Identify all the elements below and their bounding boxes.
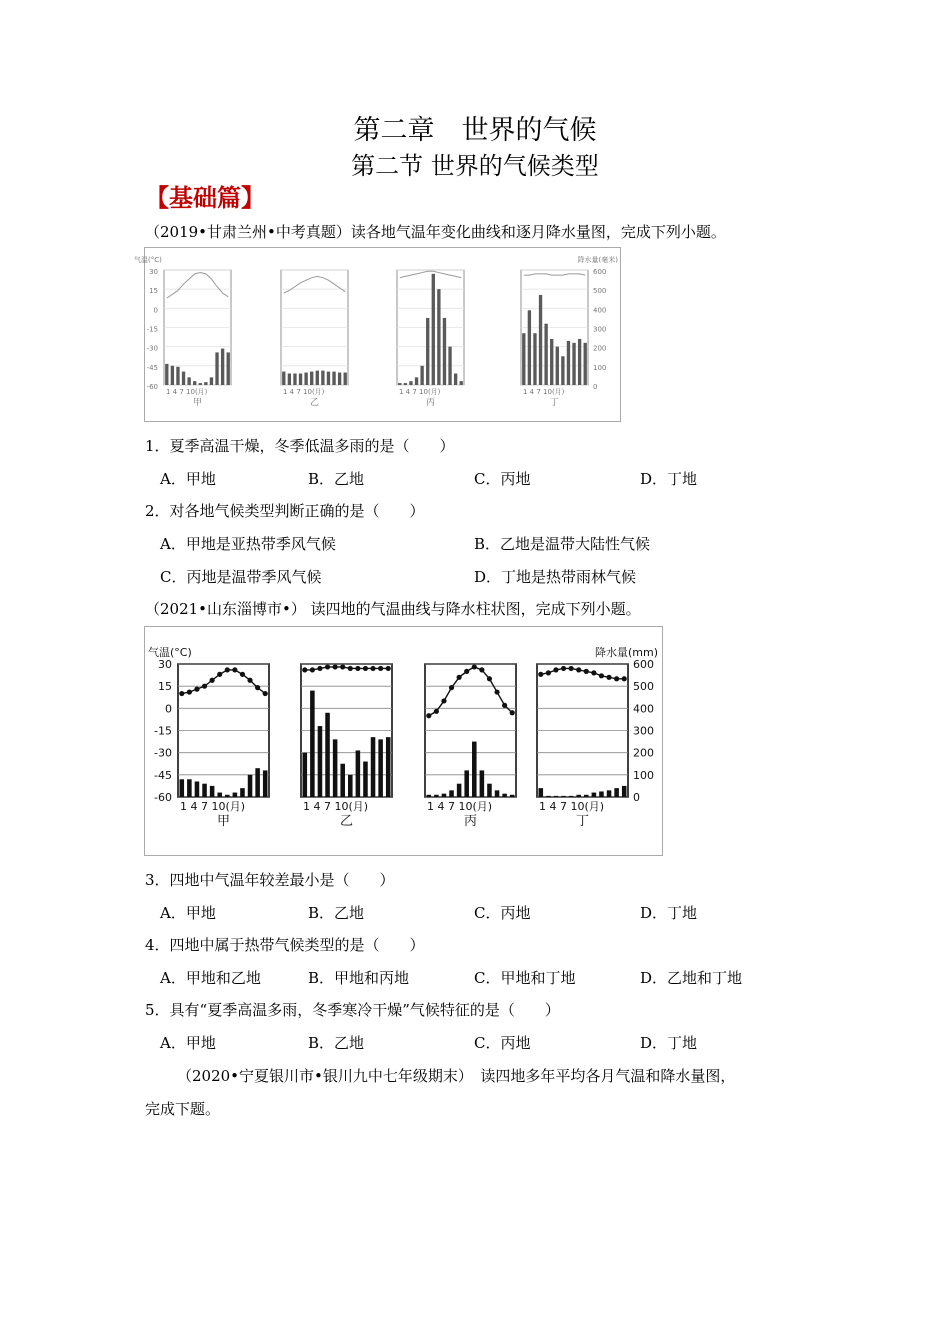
precip-bar (546, 796, 551, 797)
temp-point (494, 689, 499, 694)
temp-point (317, 666, 322, 671)
temp-point (217, 672, 222, 677)
temp-point (576, 667, 581, 672)
month-tick-labels: 1 4 7 10(月) (523, 388, 565, 396)
temp-curve (524, 274, 585, 275)
month-tick-labels: 1 4 7 10(月) (166, 388, 208, 396)
panel-label: 丁 (549, 398, 560, 408)
temp-point (569, 666, 574, 671)
precip-bar (576, 795, 581, 797)
precip-tick-label: 600 (593, 268, 607, 276)
temp-point (479, 667, 484, 672)
temp-point (472, 664, 477, 669)
panel-label: 乙 (309, 398, 320, 408)
temp-curve (167, 273, 228, 299)
temp-point (194, 687, 199, 692)
panel-label: 丙 (463, 814, 478, 829)
temp-point (247, 678, 252, 683)
precip-bar (378, 739, 383, 797)
chapter-title: 第二章 世界的气候 (353, 115, 597, 146)
temp-tick-label: -15 (154, 724, 172, 738)
temp-point (487, 676, 492, 681)
temp-point (302, 667, 307, 672)
precip-bar (409, 381, 412, 385)
precip-bar (310, 372, 313, 385)
precip-bar (437, 289, 440, 385)
climate-chart-2 (145, 627, 662, 855)
precip-bar (443, 318, 446, 385)
question-3-option-a[interactable]: A．甲地 (160, 904, 216, 922)
month-tick-labels: 1 4 7 10(月) (539, 800, 605, 813)
month-tick-labels: 1 4 7 10(月) (399, 388, 441, 396)
temp-point (263, 691, 268, 696)
group3-intro-line2: 完成下题。 (145, 1100, 221, 1118)
temp-point (370, 666, 375, 671)
precip-bar (299, 374, 302, 386)
precip-bar (544, 324, 547, 385)
precip-bar (225, 795, 230, 797)
question-2-option-c[interactable]: C．丙地是温带季风气候 (160, 568, 322, 586)
temp-point (599, 673, 604, 678)
question-3-option-d[interactable]: D．丁地 (640, 904, 698, 922)
precip-axis-label: 降水量(毫米) (577, 256, 618, 264)
question-5-option-a[interactable]: A．甲地 (160, 1034, 216, 1052)
precip-bar (255, 768, 260, 797)
precip-bar (434, 795, 439, 797)
temp-point (553, 667, 558, 672)
precip-bar (338, 373, 341, 385)
temp-tick-label: 0 (153, 306, 158, 315)
section-label: 【基础篇】 (145, 184, 265, 212)
panel-label: 丁 (575, 814, 590, 829)
question-4-option-b[interactable]: B．甲地和丙地 (308, 969, 410, 987)
precip-bar (539, 788, 544, 797)
precip-bar (449, 790, 454, 797)
precip-bar (288, 374, 291, 386)
precip-bar (415, 377, 418, 385)
precip-bar (363, 762, 368, 797)
group1-intro: （2019•甘肃兰州•中考真题）读各地气温年变化曲线和逐月降水量图，完成下列小题。 (145, 223, 726, 241)
precip-bar (567, 341, 570, 385)
precip-bar (316, 371, 319, 385)
question-5-option-b[interactable]: B．乙地 (308, 1034, 365, 1052)
temp-curve (182, 670, 265, 694)
temp-point (434, 709, 439, 714)
question-4-option-d[interactable]: D．乙地和丁地 (640, 969, 743, 987)
month-tick-labels: 1 4 7 10(月) (427, 800, 493, 813)
precip-bar (432, 274, 435, 385)
precip-bar (180, 779, 185, 797)
precip-bar (442, 794, 447, 797)
precip-bar (327, 372, 330, 385)
section-title: 第二节 世界的气候类型 (351, 152, 599, 180)
precip-bar (187, 779, 192, 797)
precip-bar (487, 784, 492, 797)
precip-tick-label: 400 (593, 306, 607, 315)
question-2-option-d[interactable]: D．丁地是热带雨林气候 (474, 568, 637, 586)
question-2-option-b[interactable]: B．乙地是温带大陆性气候 (474, 535, 651, 553)
climate-figure-1 (134, 247, 621, 422)
precip-bar (282, 372, 285, 385)
climate-panel-3 (397, 270, 464, 408)
precip-bar (240, 788, 245, 797)
precip-tick-label: 300 (633, 724, 654, 738)
temp-point (232, 667, 237, 672)
precip-bar (420, 366, 423, 385)
temp-point (325, 664, 330, 669)
precip-bar (304, 373, 307, 385)
precip-tick-label: 0 (593, 383, 598, 391)
temp-curve (541, 668, 624, 678)
group3-intro-line1: （2020•宁夏银川市•银川九中七年级期末） 读四地多年平均各月气温和降水量图， (177, 1067, 736, 1085)
precip-bar (215, 352, 218, 385)
question-5-stem: 5．具有“夏季高温多雨，冬季寒冷干燥”气候特征的是（ ） (145, 1001, 560, 1019)
climate-panel-4 (537, 664, 628, 829)
precip-bar (457, 784, 462, 797)
precip-tick-label: 100 (633, 768, 654, 782)
temp-point (225, 667, 230, 672)
temp-point (202, 684, 207, 689)
precip-bar (539, 295, 542, 385)
precip-bar (182, 372, 185, 385)
temp-tick-label: -15 (146, 325, 158, 334)
temp-point (614, 676, 619, 681)
temp-tick-label: -45 (146, 363, 158, 372)
temp-tick-label: 30 (158, 658, 172, 671)
question-3-stem: 3．四地中气温年较差最小是（ ） (145, 871, 395, 889)
precip-bar (561, 356, 564, 385)
precip-bar (199, 383, 202, 385)
temp-point (310, 667, 315, 672)
precip-bar (561, 796, 566, 797)
panel-label: 甲 (216, 814, 231, 829)
precip-bar (310, 691, 315, 797)
temp-tick-label: -45 (154, 768, 172, 782)
temp-point (348, 666, 353, 671)
climate-chart-1 (134, 248, 620, 421)
question-2-stem: 2．对各地气候类型判断正确的是（ ） (145, 502, 425, 520)
question-1-option-b[interactable]: B．乙地 (308, 470, 365, 488)
temp-point (255, 685, 260, 690)
climate-panel-2 (281, 270, 348, 408)
precip-bar (195, 781, 200, 797)
precip-bar (448, 347, 451, 385)
month-tick-labels: 1 4 7 10(月) (303, 800, 369, 813)
temp-point (546, 670, 551, 675)
temp-point (179, 691, 184, 696)
group2-intro: （2021•山东淄博市•） 读四地的气温曲线与降水柱状图，完成下列小题。 (145, 600, 641, 618)
precip-bar (340, 764, 345, 797)
question-5-option-c[interactable]: C．丙地 (474, 1034, 531, 1052)
precip-bar (303, 753, 308, 797)
precip-bar (550, 339, 553, 385)
panel-label: 乙 (339, 814, 354, 829)
precip-bar (210, 377, 213, 385)
precip-tick-label: 0 (633, 791, 640, 804)
temp-point (591, 670, 596, 675)
climate-panel-1 (178, 664, 269, 829)
temp-point (441, 698, 446, 703)
climate-panel-4 (521, 270, 588, 408)
temp-tick-label: -60 (154, 791, 172, 804)
precip-bar (333, 739, 338, 797)
question-5-option-d[interactable]: D．丁地 (640, 1034, 698, 1052)
precip-tick-label: 200 (593, 344, 607, 353)
question-3-option-c[interactable]: C．丙地 (474, 904, 531, 922)
precip-bar (592, 793, 597, 797)
precip-bar (263, 770, 268, 797)
temp-axis-label: 气温(°C) (134, 256, 162, 264)
precip-bar (386, 737, 391, 797)
precip-bar (578, 339, 581, 385)
temp-point (240, 672, 245, 677)
precip-bar (502, 794, 507, 797)
temp-point (584, 669, 589, 674)
temp-point (210, 678, 215, 683)
temp-point (386, 666, 391, 671)
precip-bar (599, 791, 604, 797)
precip-tick-label: 600 (633, 658, 654, 671)
climate-figure-2 (144, 626, 663, 856)
temp-point (457, 675, 462, 680)
precip-bar (495, 790, 500, 797)
temp-tick-label: -30 (146, 344, 158, 353)
temp-point (340, 664, 345, 669)
temp-tick-label: -60 (146, 383, 158, 391)
precip-bar (344, 373, 347, 385)
precip-bar (193, 381, 196, 385)
precip-bar (398, 383, 401, 385)
precip-bar (348, 775, 353, 797)
temp-point (378, 666, 383, 671)
temp-point (449, 685, 454, 690)
precip-bar (472, 742, 477, 797)
precip-bar (221, 349, 224, 385)
precip-bar (427, 795, 432, 797)
precip-bar (332, 372, 335, 385)
precip-bar (510, 795, 515, 797)
precip-bar (614, 788, 619, 797)
climate-panel-2 (301, 664, 392, 829)
precip-bar (210, 786, 215, 797)
precip-bar (293, 374, 296, 386)
panel-label: 甲 (192, 398, 203, 408)
precip-bar (233, 793, 238, 797)
temp-tick-label: 30 (149, 268, 158, 276)
precip-bar (460, 381, 463, 385)
temp-curve (400, 271, 461, 277)
question-1-option-c[interactable]: C．丙地 (474, 470, 531, 488)
temp-tick-label: 15 (149, 287, 158, 296)
precip-bar (325, 713, 330, 797)
precip-tick-label: 500 (593, 287, 607, 296)
precip-bar (202, 784, 207, 797)
precip-bar (227, 352, 230, 385)
temp-point (363, 666, 368, 671)
precip-bar (356, 750, 361, 797)
precip-bar (217, 793, 222, 797)
question-2-option-a[interactable]: A．甲地是亚热带季风气候 (160, 535, 336, 553)
precip-bar (622, 786, 627, 797)
question-4-stem: 4．四地中属于热带气候类型的是（ ） (145, 936, 425, 954)
temp-tick-label: 15 (158, 680, 172, 694)
precip-bar (522, 333, 525, 385)
precip-tick-label: 500 (633, 680, 654, 694)
precip-bar (584, 343, 587, 385)
precip-bar (371, 737, 376, 797)
question-4-option-a[interactable]: A．甲地和乙地 (160, 969, 261, 987)
temp-tick-label: 0 (165, 702, 172, 716)
precip-bar (321, 371, 324, 385)
precip-tick-label: 300 (593, 325, 607, 334)
climate-panel-3 (425, 664, 516, 829)
precip-bar (607, 790, 612, 797)
temp-axis-label: 气温(°C) (148, 646, 192, 659)
precip-axis-label: 降水量(mm) (594, 646, 658, 659)
precip-bar (454, 374, 457, 386)
temp-point (561, 666, 566, 671)
precip-bar (165, 364, 168, 385)
precip-bar (176, 367, 179, 385)
precip-bar (528, 310, 531, 385)
question-4-option-c[interactable]: C．甲地和丁地 (474, 969, 576, 987)
question-3-option-b[interactable]: B．乙地 (308, 904, 365, 922)
temp-curve (284, 276, 345, 293)
temp-point (426, 713, 431, 718)
precip-bar (187, 377, 190, 385)
precip-bar (171, 366, 174, 385)
precip-bar (554, 796, 559, 797)
temp-point (538, 672, 543, 677)
precip-bar (248, 775, 253, 797)
temp-point (187, 689, 192, 694)
precip-bar (464, 770, 469, 797)
month-tick-labels: 1 4 7 10(月) (180, 800, 246, 813)
precip-bar (533, 333, 536, 385)
temp-point (464, 669, 469, 674)
temp-point (606, 675, 611, 680)
temp-point (355, 666, 360, 671)
temp-curve (305, 667, 388, 670)
precip-bar (569, 796, 574, 797)
climate-panel-1 (164, 270, 231, 408)
temp-point (333, 664, 338, 669)
temp-point (502, 703, 507, 708)
precip-bar (480, 770, 485, 797)
temp-tick-label: -30 (154, 746, 172, 760)
precip-bar (572, 343, 575, 385)
precip-bar (584, 795, 589, 797)
precip-bar (318, 726, 323, 797)
precip-bar (426, 318, 429, 385)
precip-tick-label: 400 (633, 702, 654, 716)
question-1-stem: 1．夏季高温干燥，冬季低温多雨的是（ ） (145, 437, 455, 455)
panel-label: 丙 (425, 398, 436, 408)
precip-bar (556, 347, 559, 385)
precip-tick-label: 100 (593, 363, 607, 372)
temp-point (510, 710, 515, 715)
temp-point (622, 676, 627, 681)
precip-bar (404, 383, 407, 385)
precip-tick-label: 200 (633, 746, 654, 760)
precip-bar (204, 382, 207, 385)
question-1-option-d[interactable]: D．丁地 (640, 470, 698, 488)
month-tick-labels: 1 4 7 10(月) (283, 388, 325, 396)
question-1-option-a[interactable]: A．甲地 (160, 470, 216, 488)
